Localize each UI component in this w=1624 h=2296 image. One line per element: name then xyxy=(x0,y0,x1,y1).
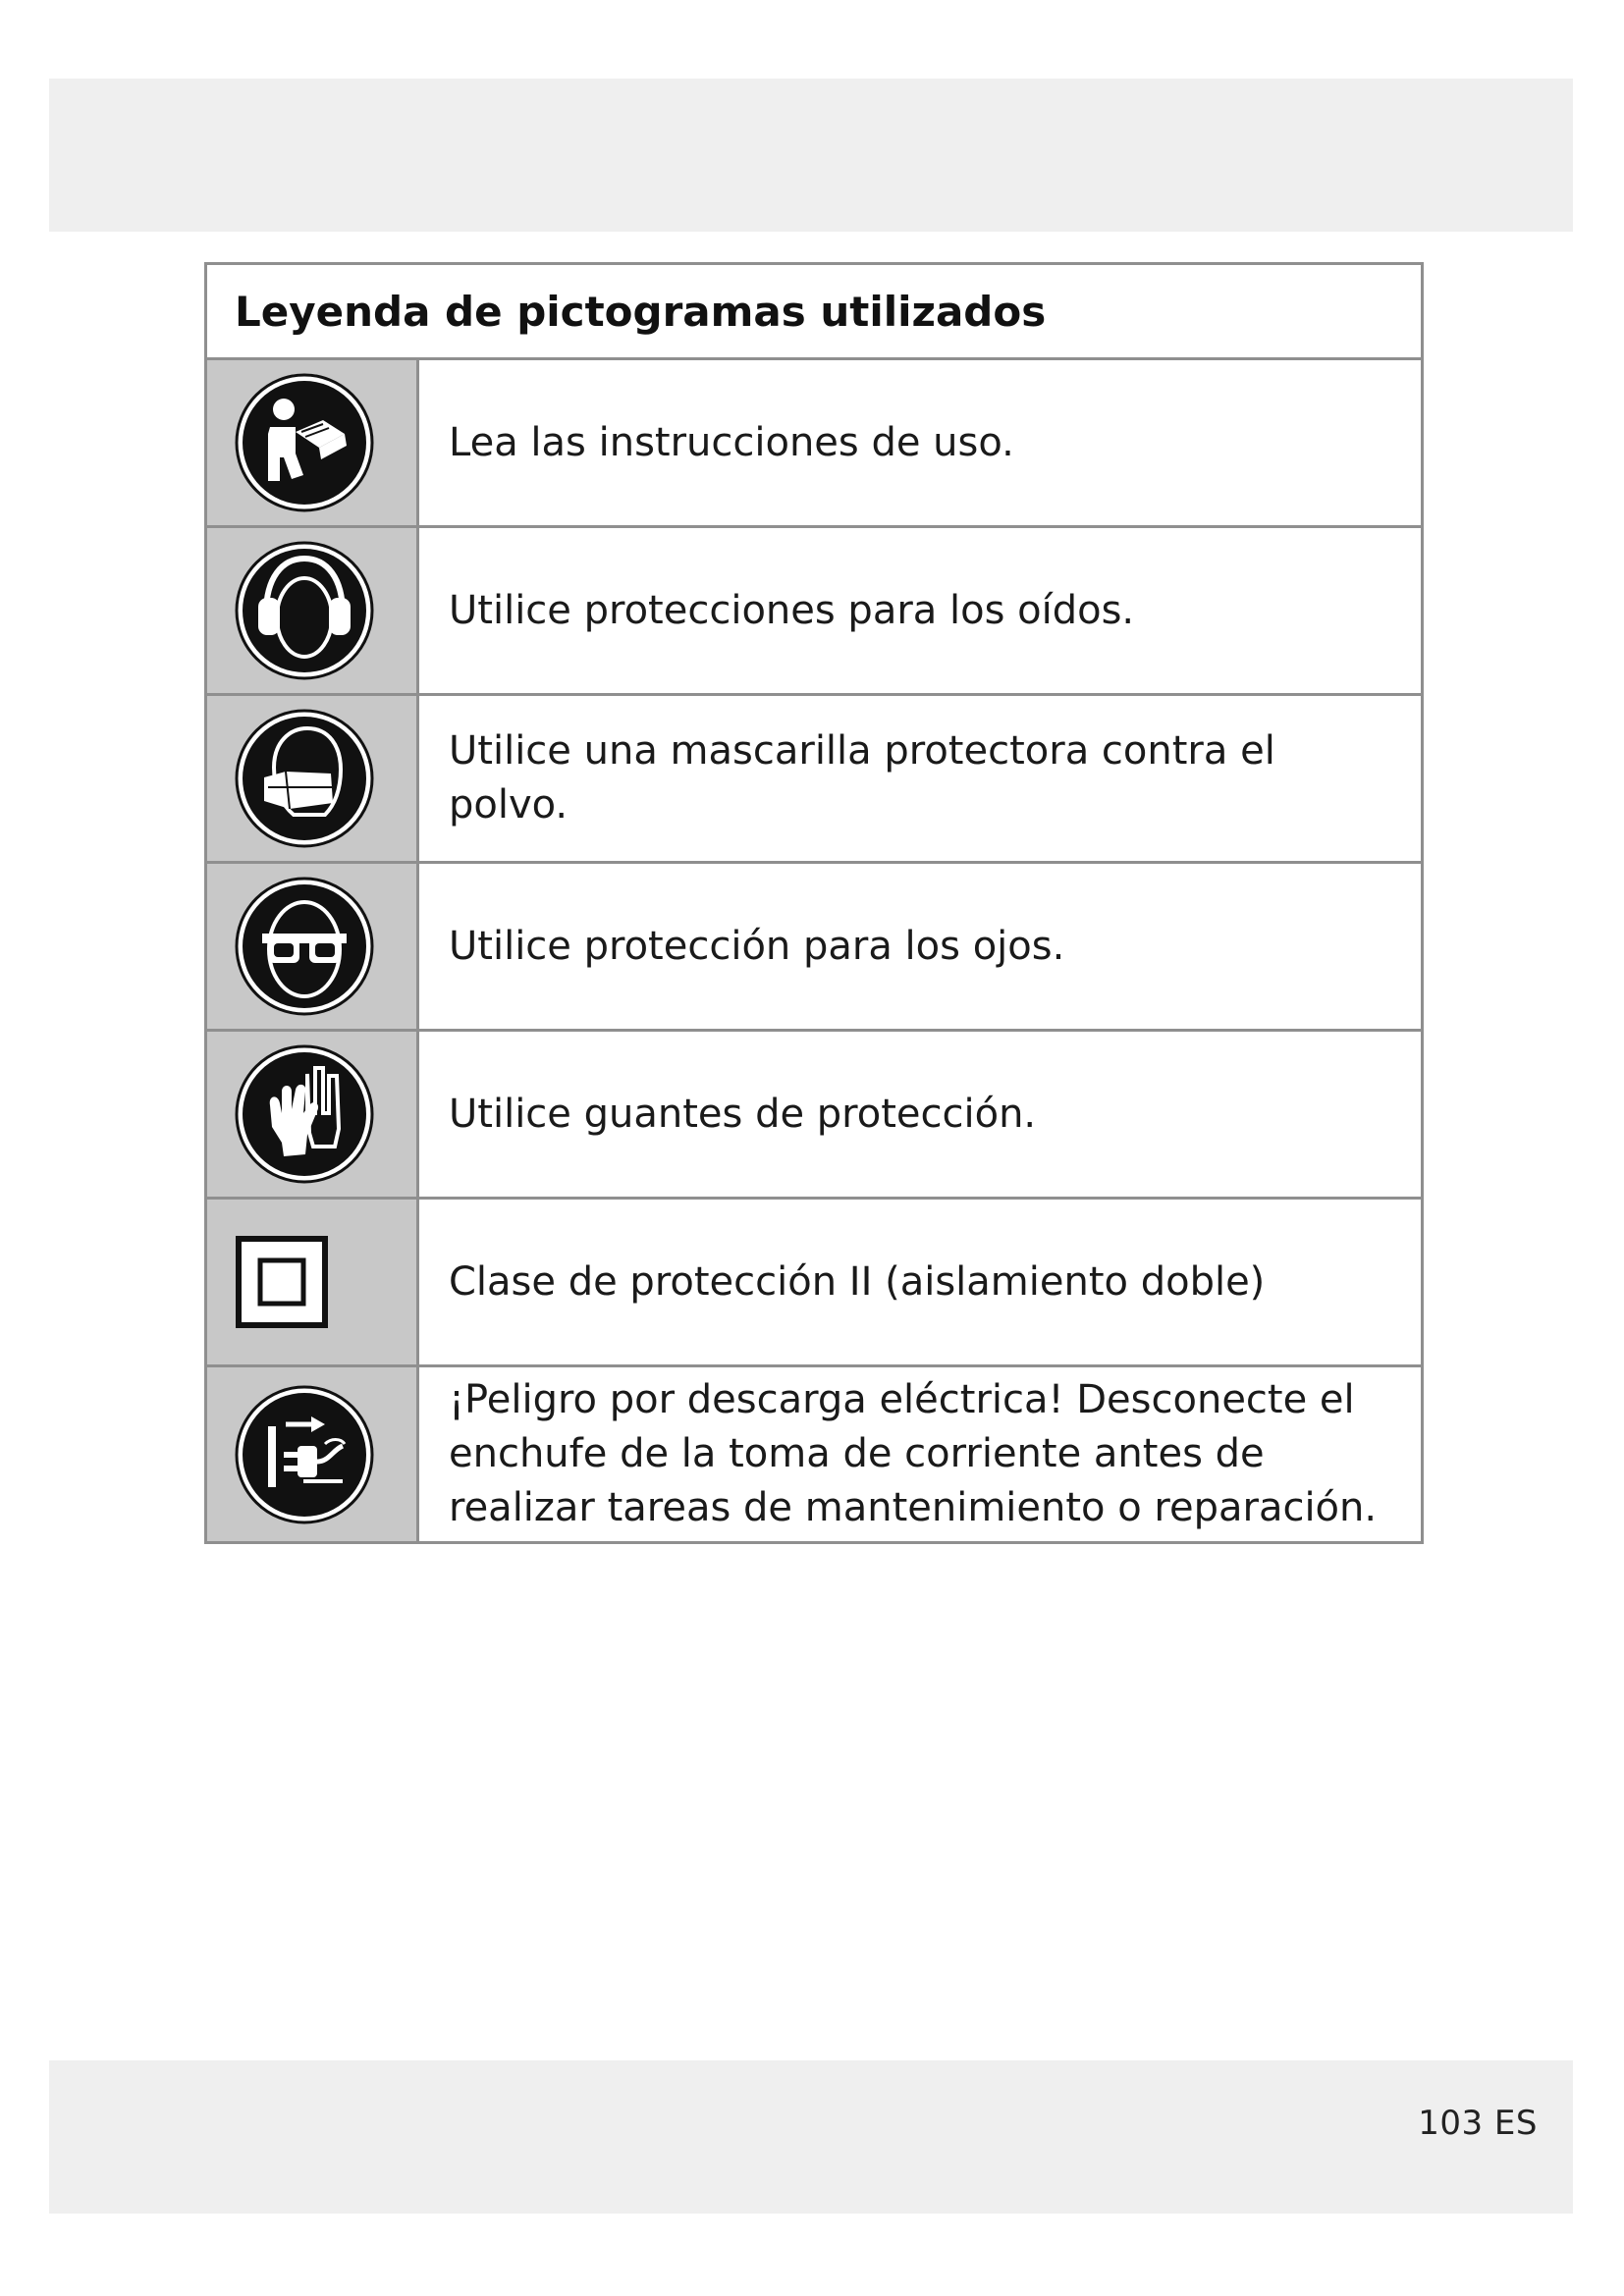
legend-text: ¡Peligro por descarga eléctrica! Desconecte el enchufe de la toma de corriente antes de realizar tareas de mantenimiento o reparación. xyxy=(449,1377,1378,1530)
legend-text: Utilice guantes de protección. xyxy=(449,1091,1037,1137)
protection-class-ii-icon xyxy=(235,1235,329,1329)
legend-row xyxy=(207,864,1421,1032)
dust-mask-icon xyxy=(235,709,374,848)
unplug-before-maintenance-icon xyxy=(235,1385,374,1524)
protective-gloves-icon xyxy=(235,1044,374,1184)
ear-protection-icon xyxy=(235,541,374,680)
legend-icon-cell xyxy=(207,1032,419,1197)
legend-row xyxy=(207,360,1421,528)
page-number: 103 ES xyxy=(1418,2104,1538,2143)
legend-text: Utilice protecciones para los oídos. xyxy=(449,587,1135,633)
legend-row xyxy=(207,1032,1421,1200)
legend-row xyxy=(207,696,1421,864)
legend-row xyxy=(207,1200,1421,1367)
legend-icon-cell xyxy=(207,360,419,525)
legend-text: Utilice protección para los ojos. xyxy=(449,923,1065,969)
legend-text: Lea las instrucciones de uso. xyxy=(449,419,1014,465)
footer-band xyxy=(49,2060,1573,2214)
eye-protection-icon xyxy=(235,877,374,1016)
legend-row xyxy=(207,1367,1421,1541)
legend-icon-cell xyxy=(207,1200,419,1364)
legend-icon-cell xyxy=(207,696,419,861)
pictogram-legend-table xyxy=(204,262,1424,1544)
header-band xyxy=(49,79,1573,232)
legend-text: Utilice una mascarilla protectora contra el polvo. xyxy=(449,728,1275,828)
legend-row xyxy=(207,528,1421,696)
legend-title: Leyenda de pictogramas utilizados xyxy=(207,265,1421,360)
read-manual-icon xyxy=(235,373,374,512)
legend-icon-cell xyxy=(207,1367,419,1541)
legend-icon-cell xyxy=(207,864,419,1029)
legend-text: Clase de protección II (aislamiento doble) xyxy=(449,1258,1266,1305)
legend-icon-cell xyxy=(207,528,419,693)
